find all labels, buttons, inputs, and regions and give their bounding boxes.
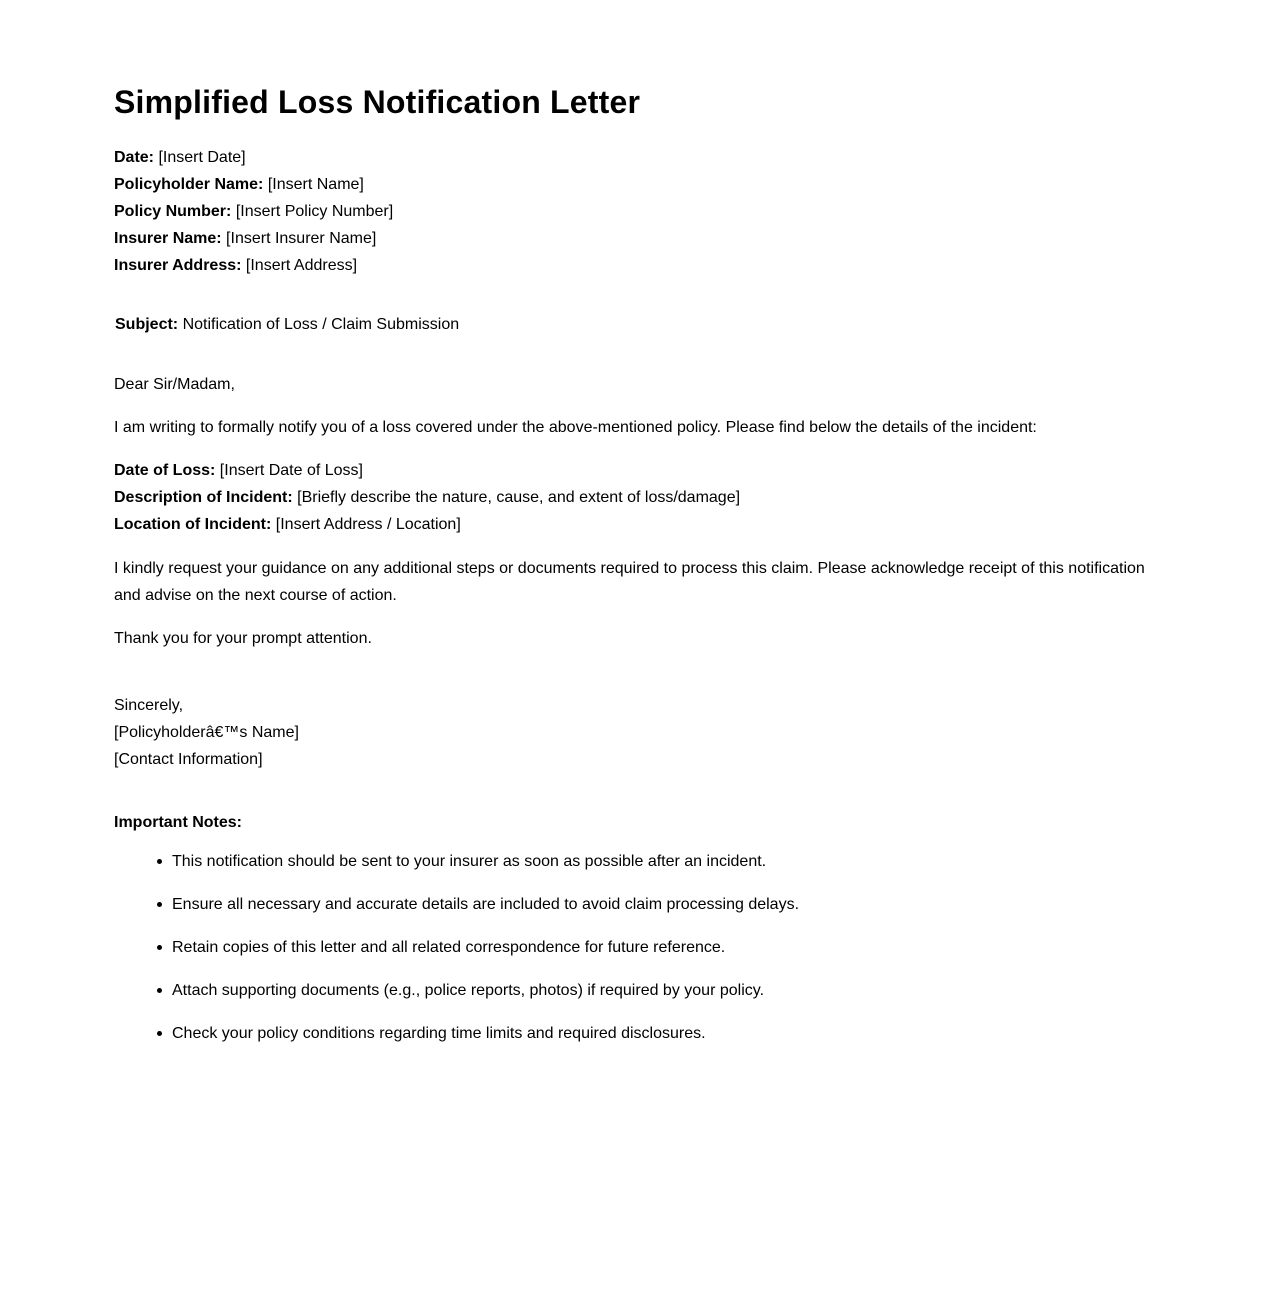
letter-content: [114, 82, 1164, 1063]
description-of-incident-field: [114, 484, 1164, 511]
bullet-icon: [157, 859, 162, 864]
field-value: [Insert Date]: [158, 149, 246, 166]
field-value: [Briefly describe the nature, cause, and extent of loss/damage]: [297, 489, 741, 506]
note-text: This notification should be sent to your insurer as soon as possible after an incident.: [172, 853, 767, 870]
field-value: [Insert Date of Loss]: [219, 462, 363, 479]
field-value: [Insert Address]: [245, 257, 358, 274]
location-of-incident-field: [114, 511, 1164, 538]
field-value: [Insert Policy Number]: [235, 203, 394, 220]
field-label: Policyholder Name:: [114, 176, 264, 193]
field-value: [Insert Address / Location]: [275, 516, 461, 533]
loss-details: [114, 457, 1164, 538]
signoff: Sincerely,: [114, 697, 184, 714]
list-item: [172, 1020, 1164, 1047]
closing-block: [114, 692, 1164, 773]
signature-name: [Policyholderâ€™s Name]: [114, 724, 299, 741]
policyholder-name-field: [114, 171, 1164, 198]
note-text: Check your policy conditions regarding time limits and required disclosures.: [172, 1025, 706, 1042]
notes-heading: Important Notes:: [114, 814, 242, 831]
policy-number-field: [114, 198, 1164, 225]
field-label: Insurer Address:: [114, 257, 242, 274]
bullet-icon: [157, 988, 162, 993]
bullet-icon: [157, 945, 162, 950]
bullet-icon: [157, 902, 162, 907]
letter-header-fields: [114, 144, 1164, 279]
list-item: [172, 891, 1164, 918]
list-item: [172, 934, 1164, 961]
field-label: Date of Loss:: [114, 462, 216, 479]
bullet-icon: [157, 1031, 162, 1036]
note-text: Ensure all necessary and accurate details are included to avoid claim processing delays.: [172, 896, 800, 913]
field-label: Date:: [114, 149, 155, 166]
date-of-loss-field: [114, 457, 1164, 484]
subject-line: [114, 311, 1164, 338]
field-value: [Insert Insurer Name]: [226, 230, 377, 247]
list-item: [172, 977, 1164, 1004]
field-value: [Insert Name]: [267, 176, 364, 193]
subject-value: Notification of Loss / Claim Submission: [182, 316, 460, 333]
field-label: Insurer Name:: [114, 230, 222, 247]
note-text: Retain copies of this letter and all related correspondence for future reference.: [172, 939, 726, 956]
subject-label: Subject:: [115, 316, 179, 333]
insurer-name-field: [114, 225, 1164, 252]
request-paragraph: I kindly request your guidance on any additional steps or documents required to process this claim. Please acknowledge receipt of this notification and advise on the next course of action.: [114, 560, 1145, 604]
field-label: Policy Number:: [114, 203, 232, 220]
document-title: Simplified Loss Notification Letter: [114, 84, 641, 120]
note-text: Attach supporting documents (e.g., police reports, photos) if required by your policy.: [172, 982, 765, 999]
salutation: Dear Sir/Madam,: [114, 376, 235, 393]
field-label: Location of Incident:: [114, 516, 272, 533]
notes-list: [114, 848, 1164, 1047]
thanks-paragraph: Thank you for your prompt attention.: [114, 630, 372, 647]
field-label: Description of Incident:: [114, 489, 293, 506]
contact-information: [Contact Information]: [114, 751, 263, 768]
date-field: [114, 144, 1164, 171]
intro-paragraph: I am writing to formally notify you of a loss covered under the above-mentioned policy. Please find below the details of the incident:: [114, 419, 1037, 436]
insurer-address-field: [114, 252, 1164, 279]
list-item: [172, 848, 1164, 875]
